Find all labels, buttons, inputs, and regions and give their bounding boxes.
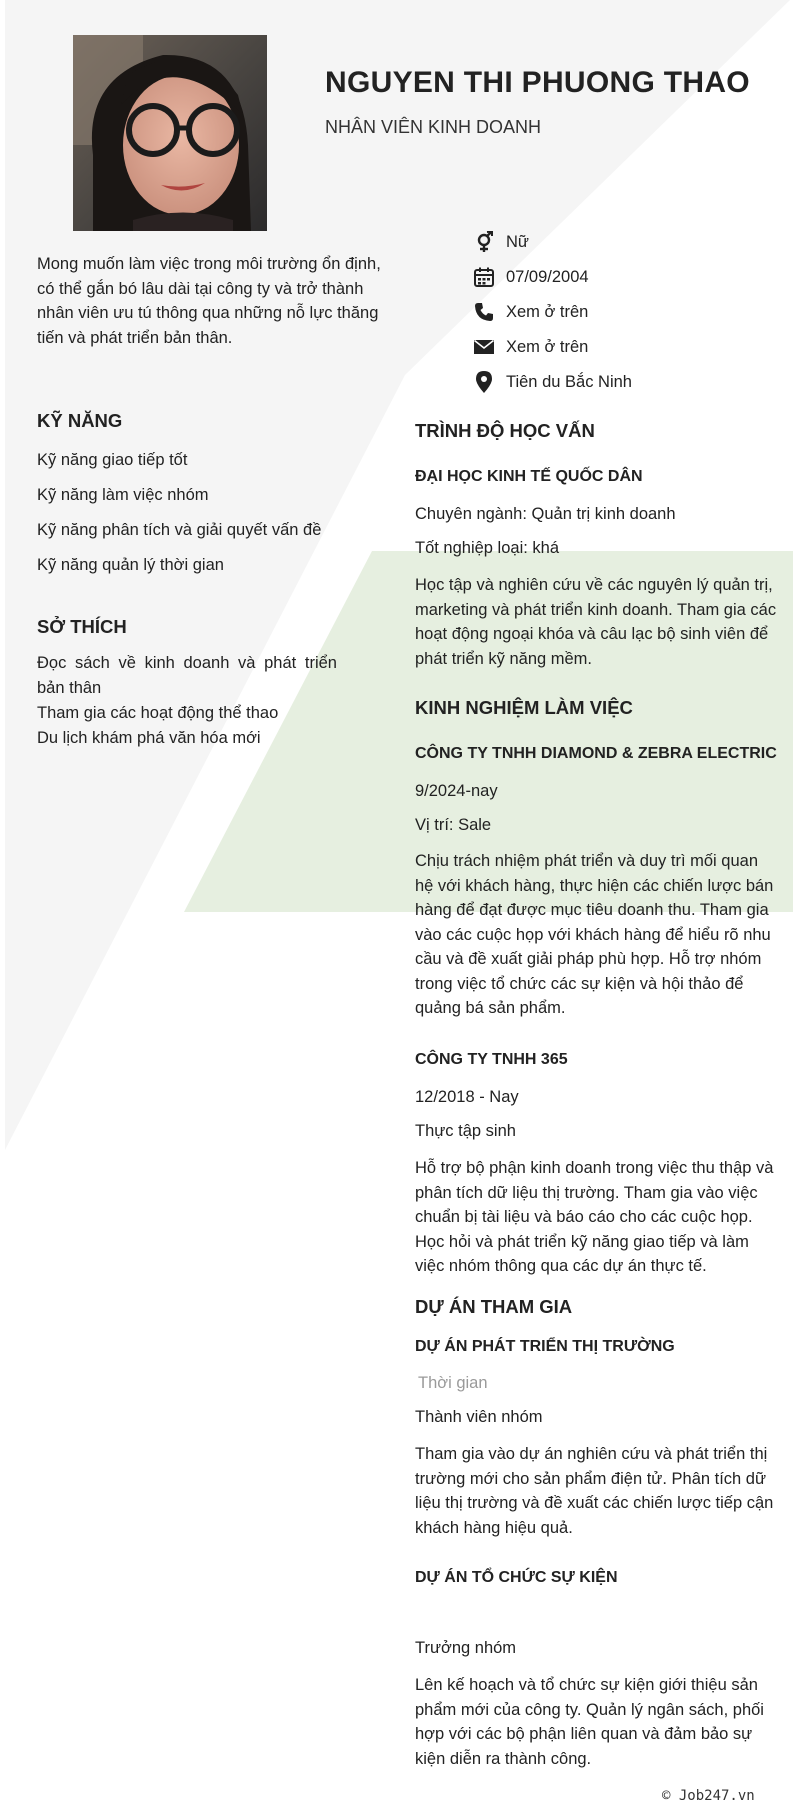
project-description: Tham gia vào dự án nghiên cứu và phát triển thị trường mới cho sản phẩm điện tử. Phân tích dữ liệu thị trường và đề xuất các chiến lược tiếp cận khách hàng hiệu quả.: [415, 1445, 774, 1537]
footer-watermark: © Job247.vn: [662, 1788, 755, 1804]
hobby-item: Du lịch khám phá văn hóa mới: [37, 729, 261, 747]
education-major: Chuyên ngành: Quản trị kinh doanh: [415, 505, 676, 523]
hobby-item: Đọc sách về kinh doanh và phát triển bản thân: [37, 654, 337, 697]
job-description: Hỗ trợ bộ phận kinh doanh trong việc thu thập và phân tích dữ liệu thị trường. Tham gia vào việc chuẩn bị tài liệu và báo cáo cho các cuộc họp. Học hỏi và phát triển kỹ năng giao tiếp và làm việc nhóm thông qua các dự án thực tế.: [415, 1159, 774, 1275]
hobbies-heading: SỞ THÍCH: [37, 616, 127, 637]
job-position: Vị trí: Sale: [415, 816, 492, 834]
project-time-placeholder: Thời gian: [418, 1374, 488, 1392]
education-heading: TRÌNH ĐỘ HỌC VẤN: [415, 420, 595, 441]
job-description: Chịu trách nhiệm phát triển và duy trì mối quan hệ với khách hàng, thực hiện các chiến lược bán hàng để đạt được mục tiêu doanh thu. Tham gia vào các cuộc họp với khách hàng để hiểu rõ nhu cầu và đề xuất giải pháp phù hợp. Hỗ trợ nhóm trong việc tổ chức các sự kiện và hội thảo để quảng bá sản phẩm.: [415, 852, 774, 1017]
job-title: NHÂN VIÊN KINH DOANH: [325, 117, 542, 137]
project-name: DỰ ÁN PHÁT TRIỂN THỊ TRƯỜNG: [415, 1338, 675, 1355]
projects-heading: DỰ ÁN THAM GIA: [415, 1296, 573, 1317]
avatar: [73, 35, 267, 231]
job-period: 12/2018 - Nay: [415, 1088, 519, 1106]
phone-value: Xem ở trên: [506, 302, 589, 321]
email-value: Xem ở trên: [506, 337, 589, 356]
profile-photo: [73, 35, 267, 231]
contact-address: [472, 370, 632, 394]
skills-heading: KỸ NĂNG: [37, 410, 123, 431]
contact-email: [472, 335, 588, 359]
skill-item: Kỹ năng làm việc nhóm: [37, 486, 209, 504]
school-name: ĐẠI HỌC KINH TẾ QUỐC DÂN: [415, 468, 643, 485]
calendar-icon: [472, 265, 496, 289]
gender-value: Nữ: [506, 232, 529, 251]
phone-icon: [472, 300, 496, 324]
contact-phone: [472, 300, 588, 324]
education-description: Học tập và nghiên cứu về các nguyên lý quản trị, marketing và phát triển kinh doanh. Tham gia các hoạt động ngoại khóa và câu lạc bộ sinh viên để phát triển kỹ năng mềm.: [415, 576, 777, 668]
hobbies-list: [37, 651, 337, 751]
birthday-value: 07/09/2004: [506, 267, 589, 286]
project-role: Trưởng nhóm: [415, 1639, 517, 1657]
project-description: Lên kế hoạch và tổ chức sự kiện giới thiệu sản phẩm mới của công ty. Quản lý ngân sách, phối hợp với các bộ phận liên quan và đảm bảo sự kiện diễn ra thành công.: [415, 1676, 764, 1768]
contact-birthday: [472, 265, 589, 289]
location-pin-icon: [472, 370, 496, 394]
job-position: Thực tập sinh: [415, 1122, 516, 1140]
hobby-item: Tham gia các hoạt động thể thao: [37, 704, 279, 722]
gender-icon: [472, 230, 496, 254]
project-role: Thành viên nhóm: [415, 1408, 543, 1426]
skill-item: Kỹ năng giao tiếp tốt: [37, 451, 188, 469]
project-name: DỰ ÁN TỔ CHỨC SỰ KIỆN: [415, 1569, 618, 1586]
job-period: 9/2024-nay: [415, 782, 498, 800]
career-objective: Mong muốn làm việc trong môi trường ổn định, có thể gắn bó lâu dài tại công ty và trở thành nhân viên ưu tú thông qua những nỗ lực thăng tiến và phát triển bản thân.: [37, 255, 381, 347]
skill-item: Kỹ năng quản lý thời gian: [37, 556, 224, 574]
skill-item: Kỹ năng phân tích và giải quyết vấn đề: [37, 521, 322, 539]
education-grade: Tốt nghiệp loại: khá: [415, 539, 560, 557]
experience-heading: KINH NGHIỆM LÀM VIỆC: [415, 697, 633, 718]
job-company: CÔNG TY TNHH 365: [415, 1051, 568, 1068]
candidate-name: NGUYEN THI PHUONG THAO: [325, 66, 750, 99]
envelope-icon: [472, 335, 496, 359]
address-value: Tiên du Bắc Ninh: [506, 372, 632, 391]
contact-gender: [472, 230, 529, 254]
job-company: CÔNG TY TNHH DIAMOND & ZEBRA ELECTRIC: [415, 745, 777, 762]
